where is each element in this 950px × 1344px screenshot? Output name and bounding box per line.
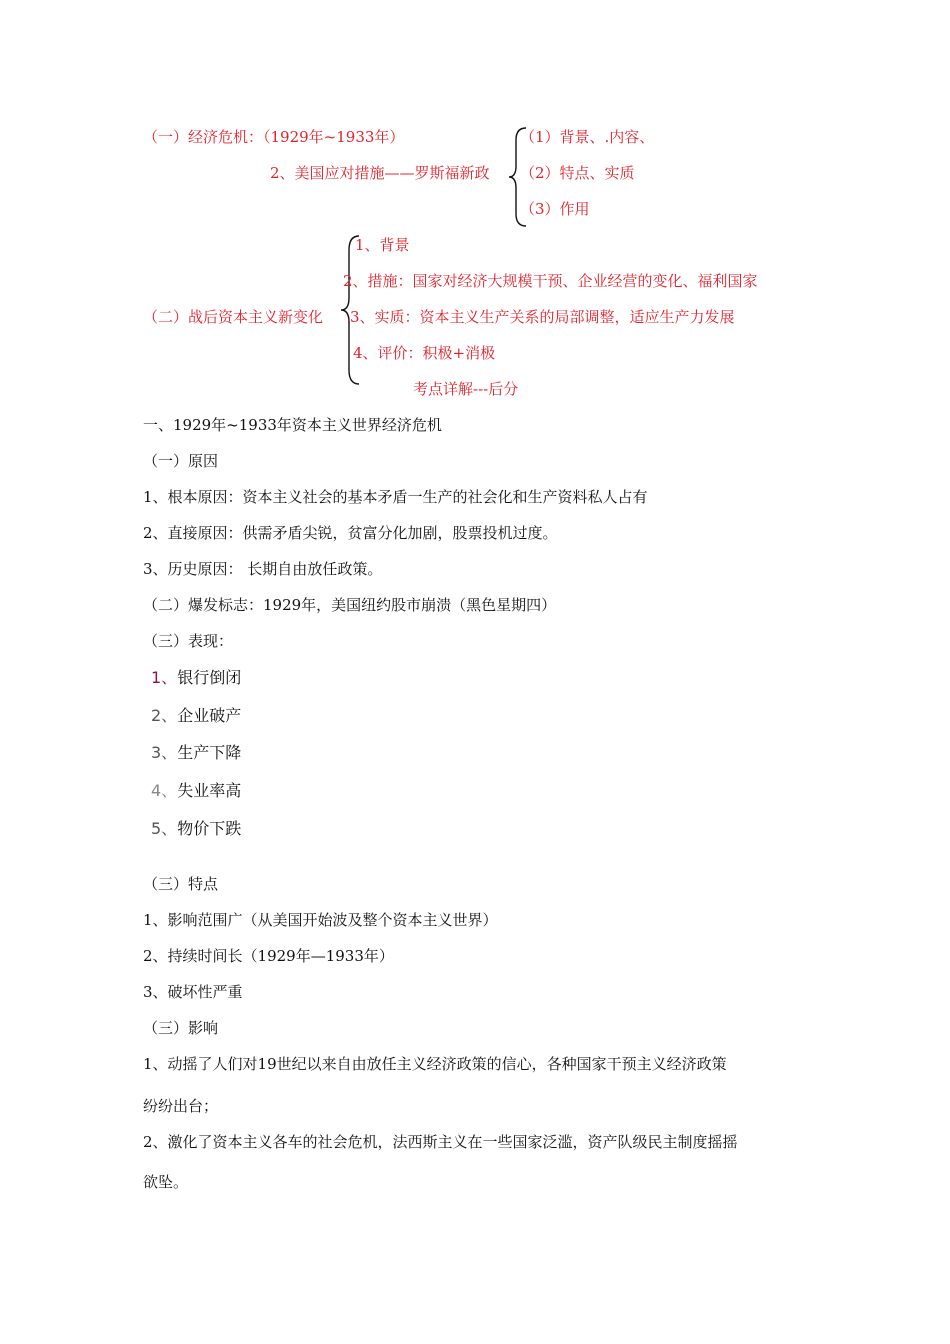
section1-item2: 2、美国应对措施——罗斯福新政 [270,164,490,182]
cause-1: 1、根本原因：资本主义社会的基本矛盾一生产的社会化和生产资料私人占有 [143,488,648,506]
feature-1: 1、影响范围广（从美国开始波及整个资本主义世界） [143,911,498,929]
feature-2: 2、持续时间长（1929年—1933年） [143,947,394,965]
list-item: 4、失业率高 [151,781,242,800]
section1-sub1: （1）背景、.内容、 [520,128,655,146]
manifest-title: （三）表现： [143,632,234,650]
list-item: 1、银行倒闭 [151,668,242,687]
outbreak-line: （二）爆发标志：1929年，美国纽约股市崩溃（黑色星期四） [143,596,557,614]
section2-item4: 4、评价：积极+消极 [353,344,496,362]
section-heading: 一、1929年~1933年资本主义世界经济危机 [143,416,442,434]
section2-item1: 1、背景 [355,236,410,254]
features-title: （三）特点 [143,875,219,893]
impact-title: （三）影响 [143,1019,219,1037]
section1-sub2: （2）特点、实质 [520,164,635,182]
cause-2: 2、直接原因：供需矛盾尖锐，贫富分化加剧，股票投机过度。 [143,524,558,542]
impact-2-line1: 2、激化了资本主义各车的社会危机，法西斯主义在一些国家泛滥，资产队级民主制度摇摇 [143,1133,738,1151]
list-item: 3、生产下降 [151,743,242,762]
feature-3: 3、破坏性严重 [143,983,243,1001]
list-item: 2、企业破产 [151,706,242,725]
impact-1-line1: 1、动摇了人们对19世纪以来自由放任主义经济政策的信心，各种国家干预主义经济政策 [143,1055,727,1073]
impact-1-line2: 纷纷出台； [143,1097,219,1115]
section2-title: （二）战后资本主义新变化 [143,308,324,326]
section1-sub3: （3）作用 [520,200,590,218]
section2-item3: 3、实质：资本主义生产关系的局部调整，适应生产力发展 [350,308,735,326]
section1-title: （一）经济危机：（1929年~1933年） [143,128,405,146]
list-item: 5、物价下跌 [151,819,242,838]
cause-title: （一）原因 [143,452,219,470]
section2-item2: 2、措施：国家对经济大规模干预、企业经营的变化、福利国家 [343,272,758,290]
subtitle: 考点详解---后分 [413,380,519,398]
impact-2-line2: 欲坠。 [143,1173,189,1191]
cause-3: 3、历史原因： 长期自由放任政策。 [143,560,383,578]
